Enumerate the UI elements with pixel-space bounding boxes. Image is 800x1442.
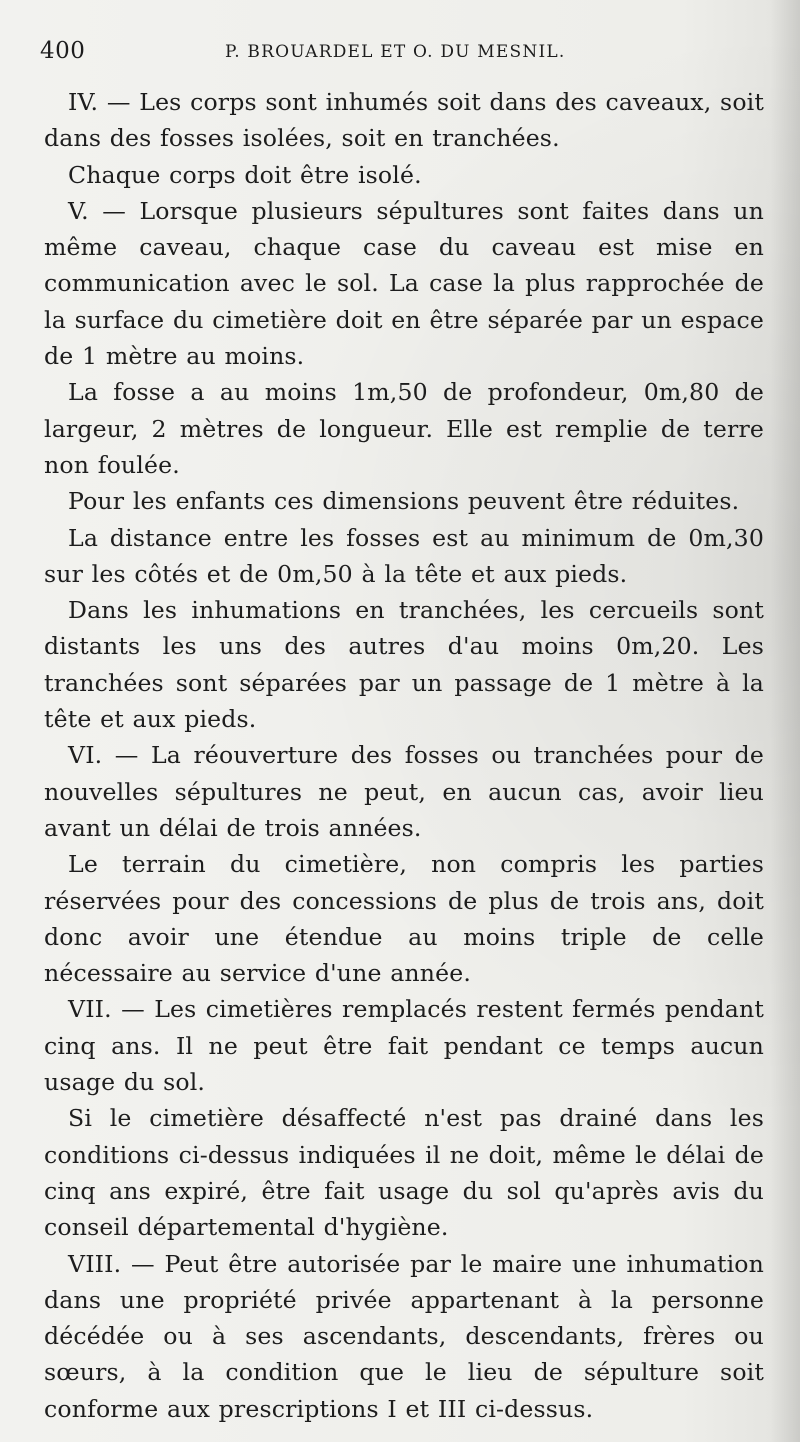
paragraph-isolation: Chaque corps doit être isolé.	[68, 160, 422, 189]
paragraph-article-v: V. — Lorsque plusieurs sépultures sont faites dans un même caveau, chaque case du caveau est mise en communication avec le sol. La case la plus rapprochée de la surface du cimetière doit en être séparée par un espace de 1 mètre au moins.	[44, 196, 764, 371]
paragraph-distance: La distance entre les fosses est au minimum de 0m,30 sur les côtés et de 0m,50 à la tête et aux pieds.	[44, 523, 764, 588]
running-head: P. BROUARDEL ET O. DU MESNIL.	[225, 42, 566, 62]
page-number: 400	[40, 38, 86, 64]
paragraph-terrain: Le terrain du cimetière, non compris les parties réservées pour des concessions de plus de trois ans, doit donc avoir une étendue au moins triple de celle nécessaire au service d'une année.	[44, 850, 764, 988]
paragraph-article-vi: VI. — La réouverture des fosses ou tranchées pour de nouvelles sépultures ne peut, en aucun cas, avoir lieu avant un délai de trois années.	[44, 741, 764, 842]
paragraph-fosse-dimensions: La fosse a au moins 1m,50 de profondeur, 0m,80 de largeur, 2 mètres de longueur. Elle est remplie de terre non foulée.	[44, 378, 764, 479]
paragraph-desaffecte: Si le cimetière désaffecté n'est pas drainé dans les conditions ci-dessus indiquées il ne doit, même le délai de cinq ans expiré, être fait usage du sol qu'après avis du conseil départemental d'hygiène.	[44, 1104, 764, 1242]
page-header	[40, 38, 780, 72]
paragraph-tranchees: Dans les inhumations en tranchées, les cercueils sont distants les uns des autres d'au moins 0m,20. Les tranchées sont séparées par un passage de 1 mètre à la tête et aux pieds.	[44, 596, 764, 734]
page-edge-shadow	[770, 0, 800, 1442]
paragraph-article-vii: VII. — Les cimetières remplacés restent fermés pendant cinq ans. Il ne peut être fait pendant ce temps aucun usage du sol.	[44, 995, 764, 1097]
paragraph-article-iv: IV. — Les corps sont inhumés soit dans des caveaux, soit dans des fosses isolées, soit en tranchées.	[44, 88, 764, 153]
body-text	[44, 84, 764, 1427]
paragraph-article-viii: VIII. — Peut être autorisée par le maire une inhumation dans une propriété privée appartenant à la personne décédée ou à ses ascendants, descendants, frères ou sœurs, à la condition que le lieu de sépulture soit conforme aux prescriptions I et III ci-dessus.	[44, 1249, 764, 1423]
paragraph-enfants: Pour les enfants ces dimensions peuvent être réduites.	[68, 487, 740, 516]
